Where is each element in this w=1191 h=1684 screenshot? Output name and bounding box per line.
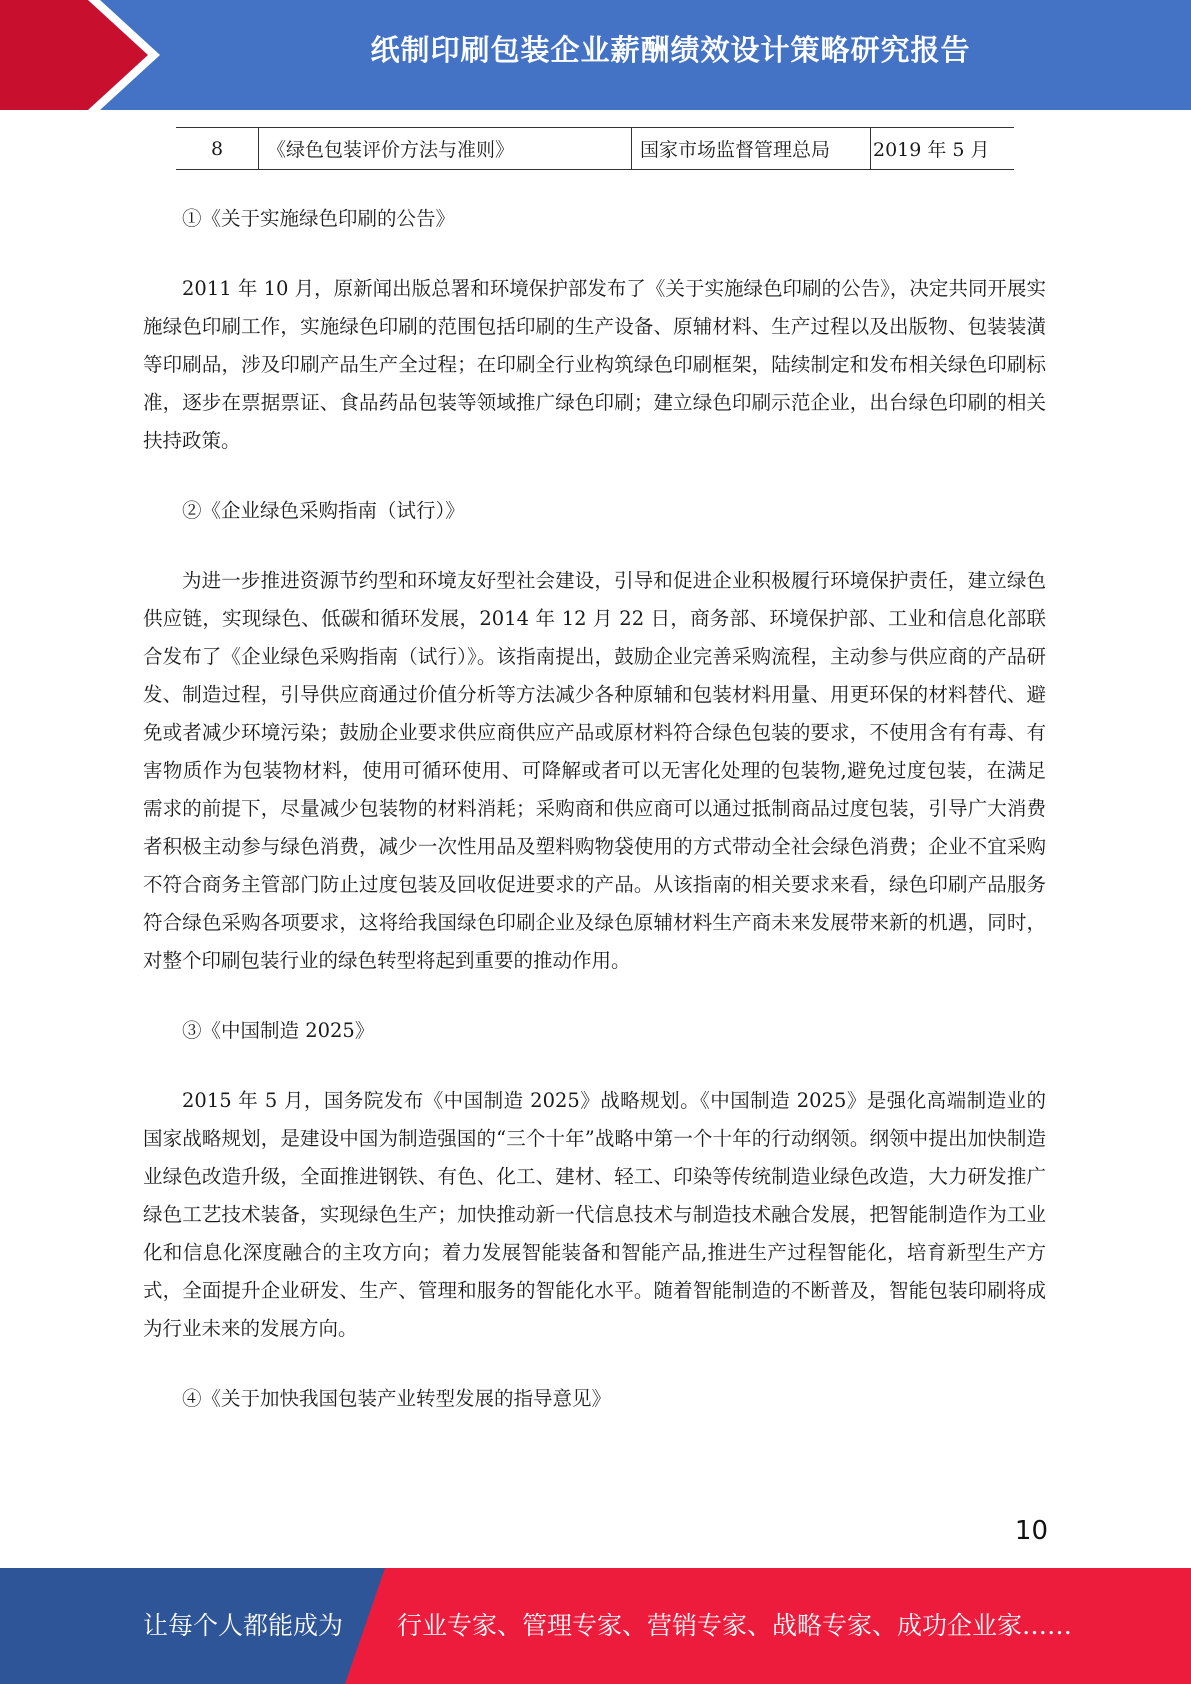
page-number: 10 <box>1014 1516 1048 1546</box>
main-content <box>143 200 1046 1450</box>
section-paragraph: 2015 年 5 月，国务院发布《中国制造 2025》战略规划。《中国制造 2025》是强化高端制造业的国家战略规划，是建设中国为制造强国的“三个十年”战略中第一个十年的行动纲领。纲领中提出加快制造业绿色改造升级，全面推进钢铁、有色、化工、建材、轻工、印染等传统制造业绿色改造，大力研发推广绿色工艺技术装备，实现绿色生产；加快推动新一代信息技术与制造技术融合发展，把智能制造作为工业化和信息化深度融合的主攻方向；着力发展智能装备和智能产品,推进生产过程智能化，培育新型生产方式，全面提升企业研发、生产、管理和服务的智能化水平。随着智能制造的不断普及，智能包装印刷将成为行业未来的发展方向。 <box>143 1089 1046 1340</box>
section-paragraph: 为进一步推进资源节约型和环境友好型社会建设，引导和促进企业积极履行环境保护责任，建立绿色供应链，实现绿色、低碳和循环发展，2014 年 12 月 22 日，商务部、环境保护部、工业和信息化部联合发布了《企业绿色采购指南（试行）》。该指南提出，鼓励企业完善采购流程，主动参与供应商的产品研发、制造过程，引导供应商通过价值分析等方法减少各种原辅和包装材料用量、用更环保的材料替代、避免或者减少环境污染；鼓励企业要求供应商供应产品或原材料符合绿色包装的要求，不使用含有有毒、有害物质作为包装物材料，使用可循环使用、可降解或者可以无害化处理的包装物,避免过度包装，在满足需求的前提下，尽量减少包装物的材料消耗；采购商和供应商可以通过抵制商品过度包装，引导广大消费者积极主动参与绿色消费，减少一次性用品及塑料购物袋使用的方式带动全社会绿色消费；企业不宜采购不符合商务主管部门防止过度包装及回收促进要求的产品。从该指南的相关要求来看，绿色印刷产品服务符合绿色采购各项要求，这将给我国绿色印刷企业及绿色原辅材料生产商未来发展带来新的机遇，同时，对整个印刷包装行业的绿色转型将起到重要的推动作用。 <box>143 569 1046 972</box>
table-row <box>176 128 1014 170</box>
section-heading: ③《中国制造 2025》 <box>182 1019 375 1042</box>
footer-slogan: 让每个人都能成为 <box>143 1611 344 1640</box>
issue-date: 2019 年 5 月 <box>871 128 1015 170</box>
page-header <box>0 0 1191 110</box>
standard-name: 《绿色包装评价方法与准则》 <box>259 128 632 170</box>
issuer: 国家市场监督管理总局 <box>632 128 871 170</box>
section-heading: ①《关于实施绿色印刷的公告》 <box>182 207 456 230</box>
section-heading: ④《关于加快我国包装产业转型发展的指导意见》 <box>182 1387 612 1410</box>
page-footer <box>0 1568 1191 1684</box>
report-title: 纸制印刷包装企业薪酬绩效设计策略研究报告 <box>370 33 971 67</box>
section-heading: ②《企业绿色采购指南（试行）》 <box>182 499 465 522</box>
section-paragraph: 2011 年 10 月，原新闻出版总署和环境保护部发布了《关于实施绿色印刷的公告》，决定共同开展实施绿色印刷工作，实施绿色印刷的范围包括印刷的生产设备、原辅材料、生产过程以及出版物、包装装潢等印刷品，涉及印刷产品生产全过程；在印刷全行业构筑绿色印刷框架，陆续制定和发布相关绿色印刷标准，逐步在票据票证、食品药品包装等领域推广绿色印刷；建立绿色印刷示范企业，出台绿色印刷的相关扶持政策。 <box>143 277 1046 452</box>
footer-roles: 行业专家、管理专家、营销专家、战略专家、成功企业家…… <box>397 1611 1073 1640</box>
standards-table <box>176 127 1014 170</box>
row-number: 8 <box>176 128 259 170</box>
